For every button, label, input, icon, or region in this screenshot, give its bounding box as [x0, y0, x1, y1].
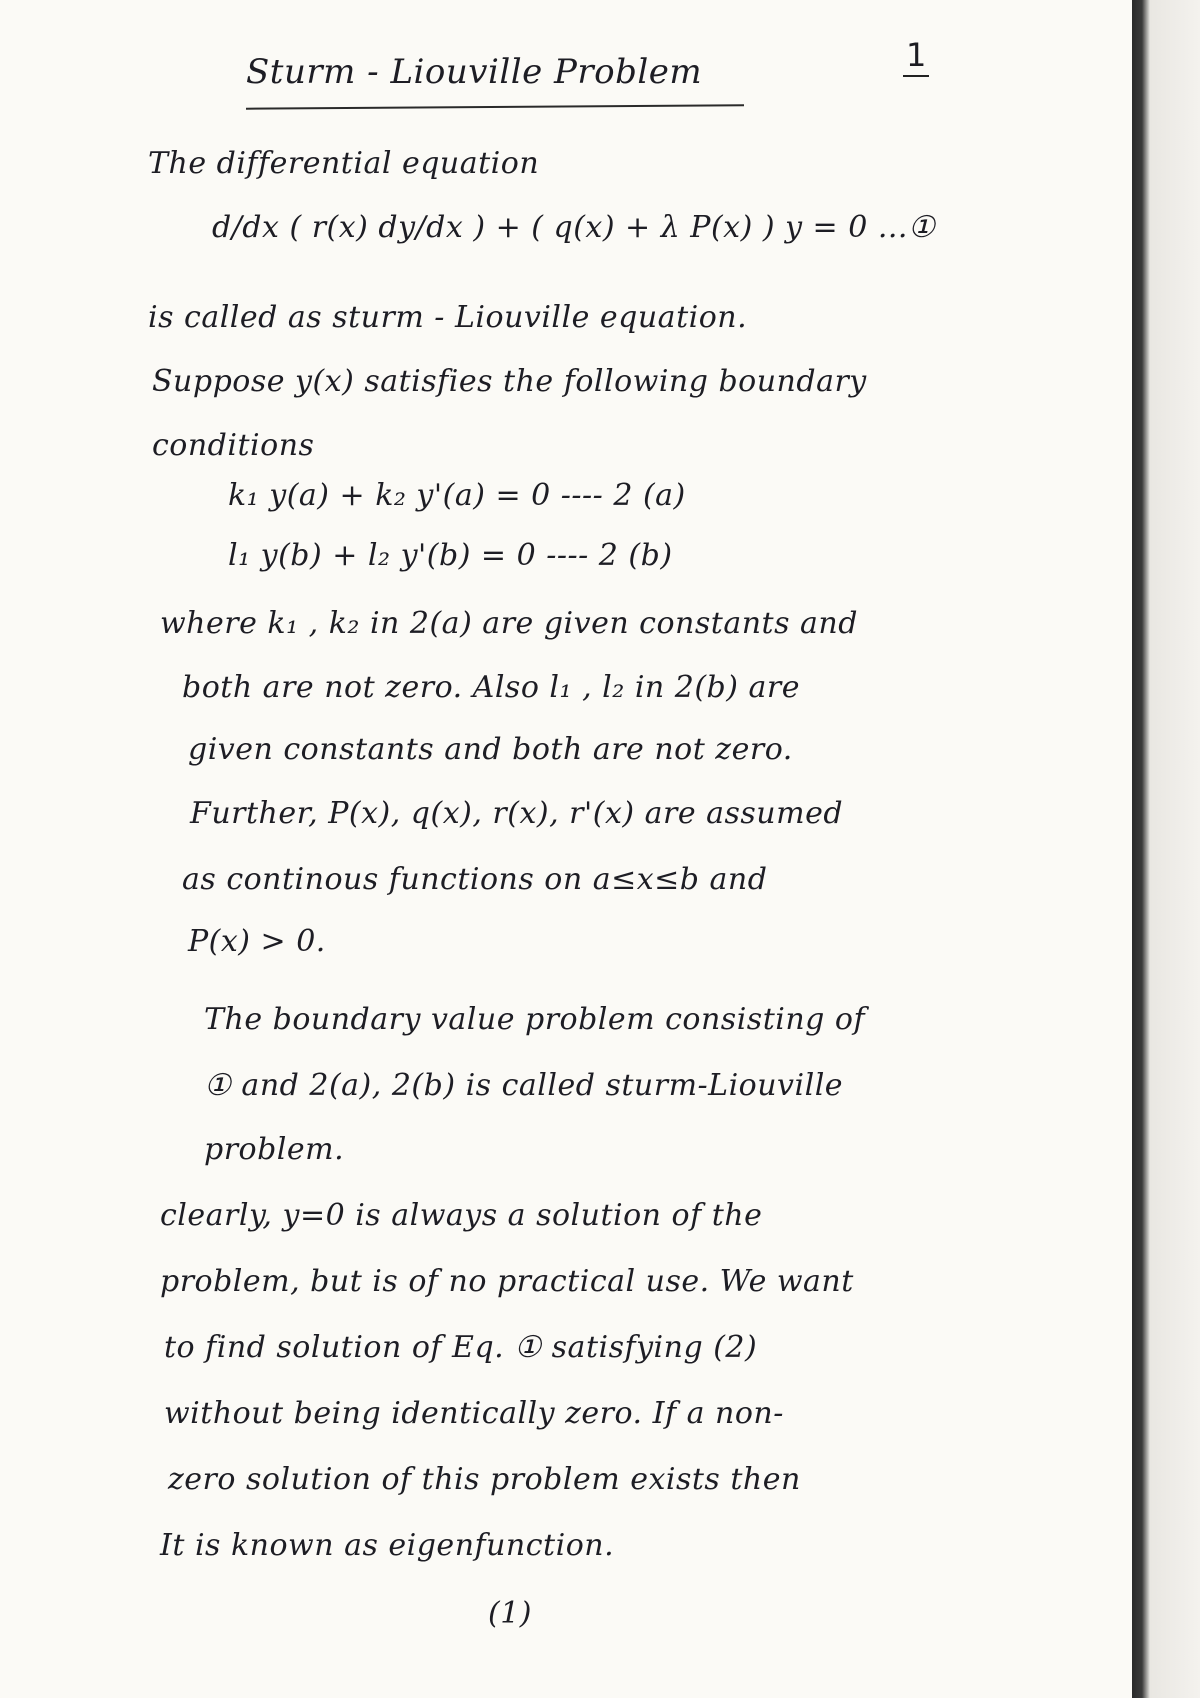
- text-line-19: to find solution of Eq. ① satisfying (2): [164, 1330, 758, 1365]
- text-line-13: P(x) > 0.: [188, 924, 326, 959]
- page-title: Sturm - Liouville Problem: [246, 52, 703, 92]
- text-line-8: where k₁ , k₂ in 2(a) are given constants and: [160, 606, 858, 641]
- title-underline: [246, 104, 744, 109]
- text-line-5: conditions: [152, 428, 315, 463]
- text-line-22: It is known as eigenfunction.: [160, 1528, 615, 1563]
- text-line-9: both are not zero. Also l₁ , l₂ in 2(b) are: [182, 670, 800, 705]
- text-line-10: given constants and both are not zero.: [188, 732, 793, 767]
- footer-page-label: (1): [488, 1596, 532, 1631]
- page-number-underline: [903, 75, 929, 77]
- text-line-14: The boundary value problem consisting of: [204, 1002, 866, 1037]
- text-line-20: without being identically zero. If a non-: [164, 1396, 784, 1431]
- text-line-11: Further, P(x), q(x), r(x), r'(x) are assumed: [190, 796, 844, 831]
- text-line-1: The differential equation: [148, 146, 540, 181]
- text-line-18: problem, but is of no practical use. We want: [160, 1264, 854, 1299]
- text-line-4: Suppose y(x) satisfies the following boundary: [152, 364, 867, 399]
- text-line-15: ① and 2(a), 2(b) is called sturm-Liouville: [204, 1068, 844, 1103]
- page-edge-shadow: [1132, 0, 1200, 1698]
- text-line-3: is called as sturm - Liouville equation.: [148, 300, 748, 335]
- text-line-16: problem.: [204, 1132, 345, 1167]
- text-line-12: as continous functions on a≤x≤b and: [182, 862, 768, 897]
- equation-1: d/dx ( r(x) dy/dx ) + ( q(x) + λ P(x) ) y = 0 ...①: [212, 210, 936, 245]
- boundary-condition-b: l₁ y(b) + l₂ y'(b) = 0 ---- 2 (b): [228, 538, 673, 573]
- page-number: 1: [906, 36, 927, 74]
- text-line-17: clearly, y=0 is always a solution of the: [160, 1198, 763, 1233]
- boundary-condition-a: k₁ y(a) + k₂ y'(a) = 0 ---- 2 (a): [228, 478, 686, 513]
- text-line-21: zero solution of this problem exists then: [168, 1462, 801, 1497]
